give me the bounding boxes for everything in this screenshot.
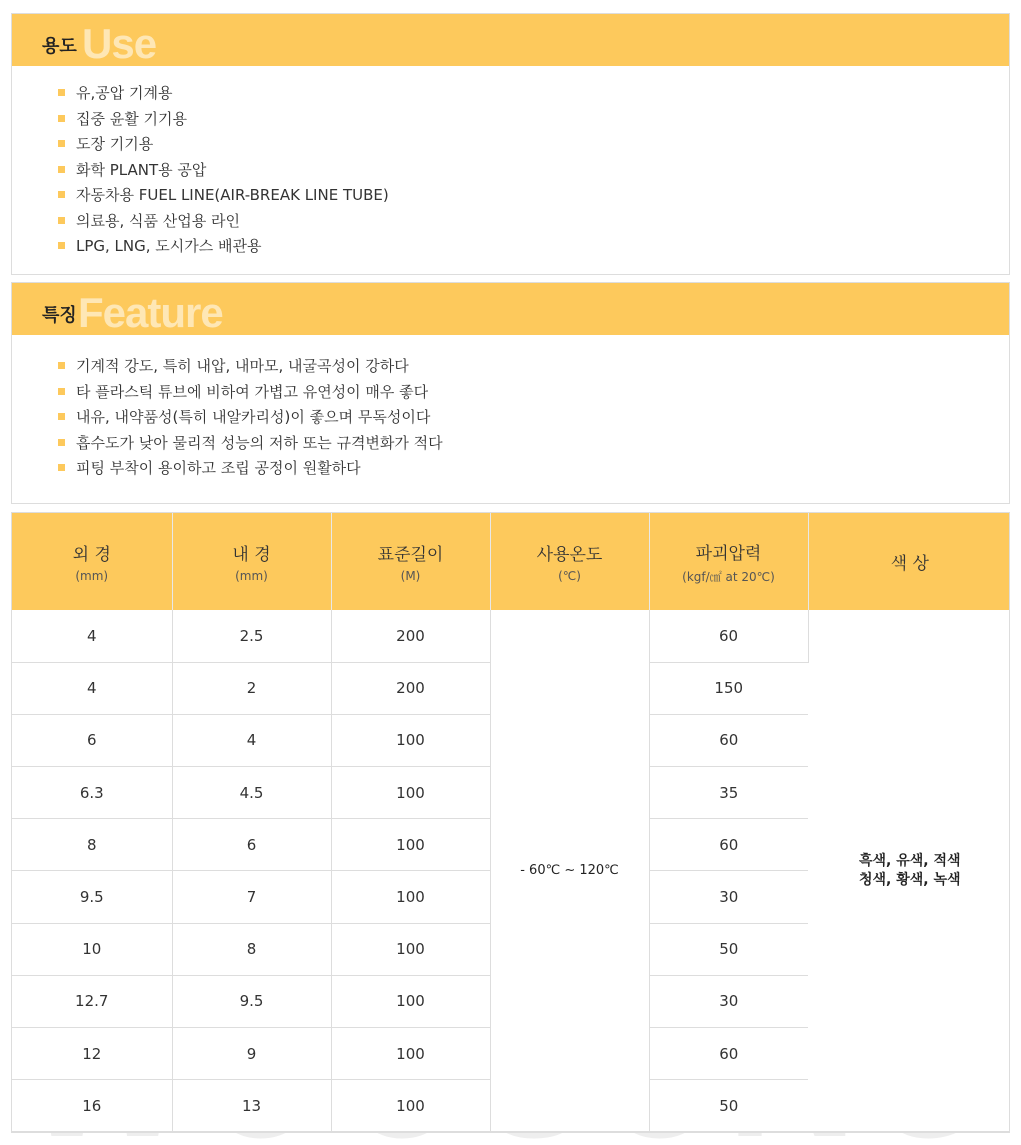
square-bullet-icon (58, 115, 65, 122)
outer-diameter-cell: 8 (12, 819, 172, 871)
feature-watermark: Feature (78, 289, 223, 335)
column-header-unit: (M) (400, 569, 421, 583)
feature-list-item (58, 353, 1009, 379)
usage-list-item (58, 208, 1009, 234)
spec-table-wrapper (11, 512, 1010, 1133)
burst-pressure-cell: 50 (649, 1080, 808, 1132)
outer-diameter-cell: 6 (12, 714, 172, 766)
column-header (12, 513, 172, 610)
square-bullet-icon (58, 217, 65, 224)
column-header-label: 내 경 (232, 545, 271, 565)
standard-length-cell: 100 (331, 1028, 490, 1080)
outer-diameter-cell: 9.5 (12, 871, 172, 923)
burst-pressure-cell: 35 (649, 767, 808, 819)
column-header-unit: (mm) (75, 569, 109, 583)
usage-item-text: 도장 기기용 (76, 135, 154, 154)
spec-table (12, 513, 1010, 1132)
color-line: 흑색, 유색, 적색 (858, 852, 961, 869)
burst-pressure-cell: 60 (649, 819, 808, 871)
outer-diameter-cell: 6.3 (12, 767, 172, 819)
standard-length-cell: 100 (331, 767, 490, 819)
square-bullet-icon (58, 464, 65, 471)
color-line: 청색, 황색, 녹색 (858, 871, 961, 888)
feature-item-text: 기계적 강도, 특히 내압, 내마모, 내굴곡성이 강하다 (76, 357, 409, 376)
square-bullet-icon (58, 89, 65, 96)
standard-length-cell: 100 (331, 923, 490, 975)
outer-diameter-cell: 4 (12, 610, 172, 662)
burst-pressure-cell: 30 (649, 975, 808, 1027)
burst-pressure-cell: 150 (649, 662, 808, 714)
table-header-row (12, 513, 1010, 610)
usage-item-text: 자동차용 FUEL LINE(AIR-BREAK LINE TUBE) (76, 186, 389, 205)
color-cell (808, 610, 1010, 1132)
square-bullet-icon (58, 191, 65, 198)
burst-pressure-cell: 50 (649, 923, 808, 975)
feature-item-text: 피팅 부착이 용이하고 조립 공정이 원활하다 (76, 459, 361, 478)
burst-pressure-cell: 30 (649, 871, 808, 923)
feature-list-item (58, 379, 1009, 405)
inner-diameter-cell: 2.5 (172, 610, 331, 662)
column-header (808, 513, 1010, 610)
feature-title: 특징 (42, 305, 77, 326)
burst-pressure-cell: 60 (649, 1028, 808, 1080)
column-header-label: 외 경 (72, 545, 111, 565)
table-body (12, 610, 1010, 1132)
feature-item-text: 흡수도가 낮아 물리적 성능의 저하 또는 규격변화가 적다 (76, 433, 443, 452)
column-header-unit: (mm) (235, 569, 268, 583)
inner-diameter-cell: 9.5 (172, 975, 331, 1027)
inner-diameter-cell: 13 (172, 1080, 331, 1132)
column-header (649, 513, 808, 610)
column-header (331, 513, 490, 610)
usage-list (12, 66, 1009, 259)
inner-diameter-cell: 6 (172, 819, 331, 871)
usage-title: 용도 (42, 36, 77, 57)
standard-length-cell: 100 (331, 975, 490, 1027)
square-bullet-icon (58, 388, 65, 395)
column-header-label: 사용온도 (536, 545, 603, 565)
column-header (172, 513, 331, 610)
inner-diameter-cell: 2 (172, 662, 331, 714)
column-header-unit: (kgf/㎠ at 20℃) (682, 569, 775, 584)
feature-header (12, 283, 1009, 335)
usage-item-text: 집중 윤활 기기용 (76, 109, 187, 128)
inner-diameter-cell: 4.5 (172, 767, 331, 819)
usage-list-item (58, 131, 1009, 157)
square-bullet-icon (58, 242, 65, 249)
burst-pressure-cell: 60 (649, 610, 808, 662)
feature-list-item (58, 404, 1009, 430)
column-header-label: 색 상 (890, 554, 929, 574)
feature-list-item (58, 455, 1009, 481)
usage-section (11, 13, 1010, 275)
outer-diameter-cell: 10 (12, 923, 172, 975)
standard-length-cell: 200 (331, 610, 490, 662)
square-bullet-icon (58, 140, 65, 147)
outer-diameter-cell: 4 (12, 662, 172, 714)
outer-diameter-cell: 12.7 (12, 975, 172, 1027)
feature-list-item (58, 430, 1009, 456)
standard-length-cell: 100 (331, 819, 490, 871)
column-header-label: 파괴압력 (695, 543, 762, 564)
usage-item-text: 화학 PLANT용 공압 (76, 160, 207, 179)
temperature-cell: - 60℃ ~ 120℃ (490, 610, 649, 1132)
usage-item-text: 의료용, 식품 산업용 라인 (76, 211, 240, 230)
inner-diameter-cell: 7 (172, 871, 331, 923)
usage-list-item (58, 80, 1009, 106)
outer-diameter-cell: 12 (12, 1028, 172, 1080)
usage-watermark: Use (82, 20, 157, 66)
usage-list-item (58, 106, 1009, 132)
square-bullet-icon (58, 413, 65, 420)
inner-diameter-cell: 4 (172, 714, 331, 766)
standard-length-cell: 200 (331, 662, 490, 714)
standard-length-cell: 100 (331, 1080, 490, 1132)
feature-item-text: 내유, 내약품성(특히 내알카리성)이 좋으며 무독성이다 (76, 408, 431, 427)
column-header (490, 513, 649, 610)
square-bullet-icon (58, 166, 65, 173)
feature-item-text: 타 플라스틱 튜브에 비하여 가볍고 유연성이 매우 좋다 (76, 382, 429, 401)
usage-list-item (58, 233, 1009, 259)
usage-item-text: LPG, LNG, 도시가스 배관용 (76, 237, 262, 256)
standard-length-cell: 100 (331, 714, 490, 766)
column-header-label: 표준길이 (377, 545, 444, 565)
usage-header (12, 14, 1009, 66)
inner-diameter-cell: 8 (172, 923, 331, 975)
column-header-unit: (℃) (558, 569, 581, 583)
burst-pressure-cell: 60 (649, 714, 808, 766)
usage-list-item (58, 182, 1009, 208)
square-bullet-icon (58, 439, 65, 446)
inner-diameter-cell: 9 (172, 1028, 331, 1080)
square-bullet-icon (58, 362, 65, 369)
usage-item-text: 유,공압 기계용 (76, 84, 173, 103)
feature-section (11, 282, 1010, 504)
usage-list-item (58, 157, 1009, 183)
outer-diameter-cell: 16 (12, 1080, 172, 1132)
table-row (12, 610, 1010, 662)
feature-list (12, 335, 1009, 481)
standard-length-cell: 100 (331, 871, 490, 923)
